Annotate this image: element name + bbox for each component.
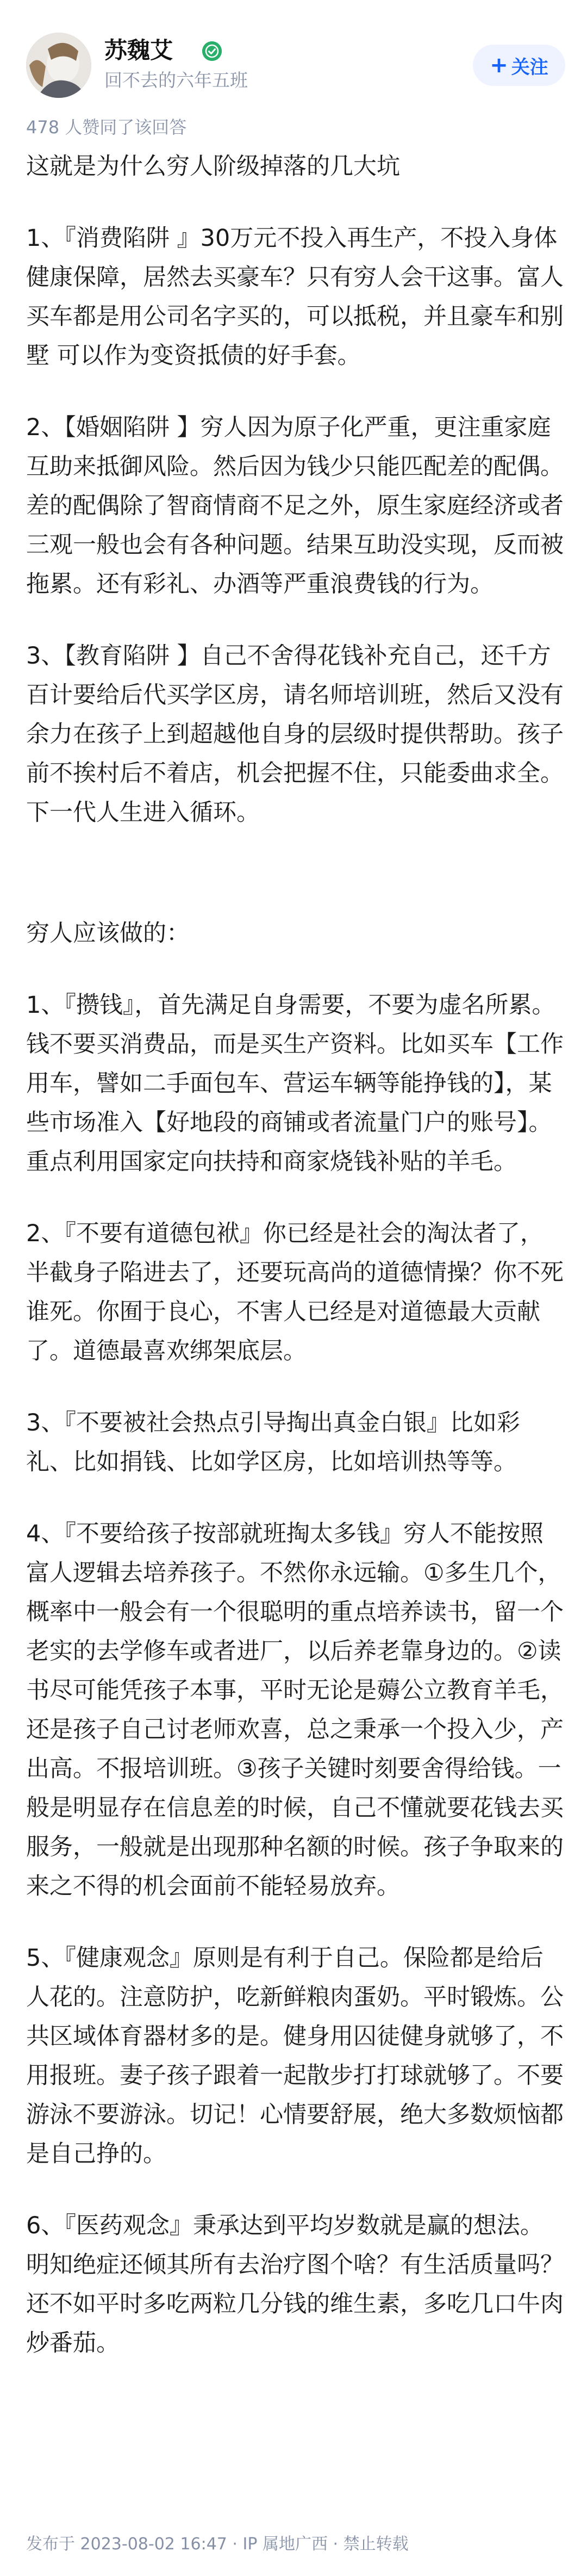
paragraph: 5、『健康观念』原则是有利于自己。保险都是给后人花的。注意防护，吃新鲜粮肉蛋奶。平时锻炼。公共区域体育器材多的是。健身用囚徒健身就够了，不用报班。妻子孩子跟着一起散步打打球就够了。不要游泳不要游泳。切记！心情要舒展，绝大多数烦恼都是自己挣的。 (26, 1945, 564, 2168)
paragraph: 2、【婚姻陷阱 】穷人因为原子化严重，更注重家庭互助来抵御风险。然后因为钱少只能匹配差的配偶。差的配偶除了智商情商不足之外，原生家庭经济或者三观一般也会有各种问题。结果互助没实现，反而被拖累。还有彩礼、办酒等严重浪费钱的行为。 (26, 414, 564, 598)
follow-button[interactable] (473, 45, 565, 86)
paragraph: 4、『不要给孩子按部就班掏太多钱』穷人不能按照富人逻辑去培养孩子。不然你永远输。①多生几个，概率中一般会有一个很聪明的重点培养读书，留一个老实的去学修车或者进厂，以后养老靠身边的。②读书尽可能凭孩子本事，平时无论是薅公立教育羊毛，还是孩子自己讨老师欢喜，总之秉承一个投入少，产出高。不报培训班。③孩子关键时刻要舍得给钱。一般是明显存在信息差的时候，自己不懂就要花钱去买服务，一般就是出现那种名额的时候。孩子争取来的来之不得的机会面前不能轻易放弃。 (26, 1520, 564, 1900)
paragraph: 3、『不要被社会热点引导掏出真金白银』比如彩礼、比如捐钱、比如学区房，比如培训热等等。 (26, 1409, 520, 1476)
answer-content (26, 147, 564, 2363)
avatar-image (26, 33, 91, 98)
author-bio: 回不去的六年五班 (104, 70, 248, 91)
likes-count: 478 人赞同了该回答 (26, 117, 187, 138)
author-avatar[interactable] (26, 33, 91, 98)
paragraph: 1、『攒钱』，首先满足自身需要，不要为虚名所累。钱不要买消费品，而是买生产资料。比如买车【工作用车，譬如二手面包车、营运车辆等能挣钱的】，某些市场准入【好地段的商铺或者流量门户的账号】。重点利用国家定向扶持和商家烧钱补贴的羊毛。 (26, 992, 564, 1175)
author-name[interactable]: 苏魏艾 (104, 37, 173, 64)
paragraph: 这就是为什么穷人阶级掉落的几大坑 (26, 153, 400, 180)
paragraph: 2、『不要有道德包袱』你已经是社会的淘汰者了，半截身子陷进去了，还要玩高尚的道德情操？你不死谁死。你囿于良心，不害人已经是对道德最大贡献了。道德最喜欢绑架底层。 (26, 1220, 564, 1365)
section-heading: 穷人应该做的： (26, 920, 190, 947)
verified-check-icon (202, 41, 222, 61)
follow-button-label: 关注 (511, 56, 548, 78)
publish-info: 发布于 2023-08-02 16:47 · IP 属地广西 · 禁止转载 (26, 2535, 409, 2554)
plus-icon: + (490, 53, 508, 78)
paragraph: 3、【教育陷阱 】自己不舍得花钱补充自己，还千方百计要给后代买学区房，请名师培训班，然后又没有余力在孩子上到超越他自身的层级时提供帮助。孩子前不挨村后不着店，机会把握不住，只能委曲求全。下一代人生进入循环。 (26, 642, 564, 826)
paragraph: 6、『医药观念』秉承达到平均岁数就是赢的想法。明知绝症还倾其所有去治疗图个啥？有生活质量吗？还不如平时多吃两粒几分钱的维生素，多吃几口牛肉炒番茄。 (26, 2212, 564, 2357)
answer-header (0, 0, 587, 114)
paragraph: 1、『消费陷阱 』30万元不投入再生产，不投入身体健康保障，居然去买豪车？只有穷人会干这事。富人买车都是用公司名字买的，可以抵税，并且豪车和别墅 可以作为变资抵债的好手套。 (26, 225, 564, 369)
